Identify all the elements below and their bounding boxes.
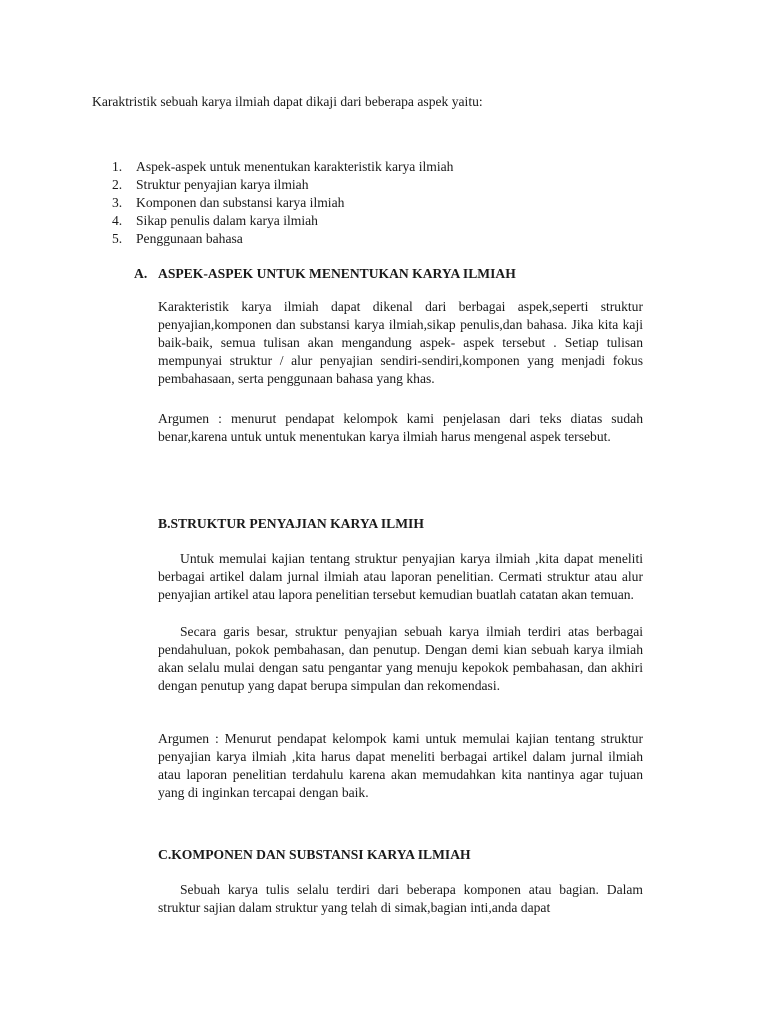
list-item-text: Sikap penulis dalam karya ilmiah	[136, 213, 318, 228]
list-item-number: 1.	[112, 159, 123, 174]
section-a-argument: Argumen : menurut pendapat kelompok kami penjelasan dari teks diatas sudah benar,karena untuk untuk menentukan karya ilmiah harus mengenal aspek tersebut.	[158, 411, 643, 444]
section-a-paragraph-1: Karakteristik karya ilmiah dapat dikenal dari berbagai aspek,seperti struktur penyajian,komponen dan substansi karya ilmiah,sikap penulis,dan bahasa. Jika kita kaji baik-baik, semua tulisan akan mengandung aspek- aspek tersebut . Setiap tulisan mempunyai struktur / alur penyajian sendiri-sendiri,komponen yang menjadi fokus pembahasaan, serta penggunaan bahasa yang khas.	[158, 299, 643, 386]
list-item-text: Penggunaan bahasa	[136, 231, 243, 246]
section-a-heading	[134, 265, 516, 283]
intro-text: Karaktristik sebuah karya ilmiah dapat dikaji dari beberapa aspek yaitu:	[92, 94, 483, 109]
list-item	[112, 194, 672, 212]
section-a-letter: A.	[134, 266, 148, 281]
list-item-number: 5.	[112, 231, 123, 246]
list-item-text: Komponen dan substansi karya ilmiah	[136, 195, 345, 210]
list-item-text: Struktur penyajian karya ilmiah	[136, 177, 309, 192]
section-c-heading: C.KOMPONEN DAN SUBSTANSI KARYA ILMIAH	[158, 847, 471, 862]
list-item-number: 4.	[112, 213, 123, 228]
section-a-title: ASPEK-ASPEK UNTUK MENENTUKAN KARYA ILMIAH	[158, 266, 516, 281]
list-item	[112, 158, 672, 176]
list-item-text: Aspek-aspek untuk menentukan karakteristik karya ilmiah	[136, 159, 454, 174]
section-b-paragraph-1: Untuk memulai kajian tentang struktur penyajian karya ilmiah ,kita dapat meneliti berbagai artikel dalam jurnal ilmiah atau laporan penelitian. Cermati struktur atau alur penyajian artikel atau lapora penelitian tersebut kemudian buatlah catatan akan temuan.	[158, 551, 643, 602]
list-item	[112, 230, 672, 248]
section-c-paragraph-1: Sebuah karya tulis selalu terdiri dari beberapa komponen atau bagian. Dalam struktur sajian dalam struktur yang telah di simak,bagian inti,anda dapat	[158, 882, 643, 915]
list-item-number: 2.	[112, 177, 123, 192]
section-b-paragraph-2: Secara garis besar, struktur penyajian sebuah karya ilmiah terdiri atas berbagai pendahuluan, pokok pembahasan, dan penutup. Dengan demi kian sebuah karya ilmiah akan selalu mulai dengan satu pengantar yang menuju kepokok pembahasan, dan akhiri dengan penutup yang dapat berupa simpulan dan rekomendasi.	[158, 624, 643, 693]
aspect-list	[112, 158, 672, 248]
section-b-argument: Argumen : Menurut pendapat kelompok kami untuk memulai kajian tentang struktur penyajian karya ilmiah ,kita harus dapat meneliti berbagai artikel dalam jurnal ilmiah atau laporan penelitian terdahulu karena akan memudahkan kita nantinya agar tujuan yang di inginkan tercapai dengan baik.	[158, 731, 643, 800]
list-item	[112, 212, 672, 230]
list-item	[112, 176, 672, 194]
section-b-heading: B.STRUKTUR PENYAJIAN KARYA ILMIH	[158, 516, 424, 531]
list-item-number: 3.	[112, 195, 123, 210]
